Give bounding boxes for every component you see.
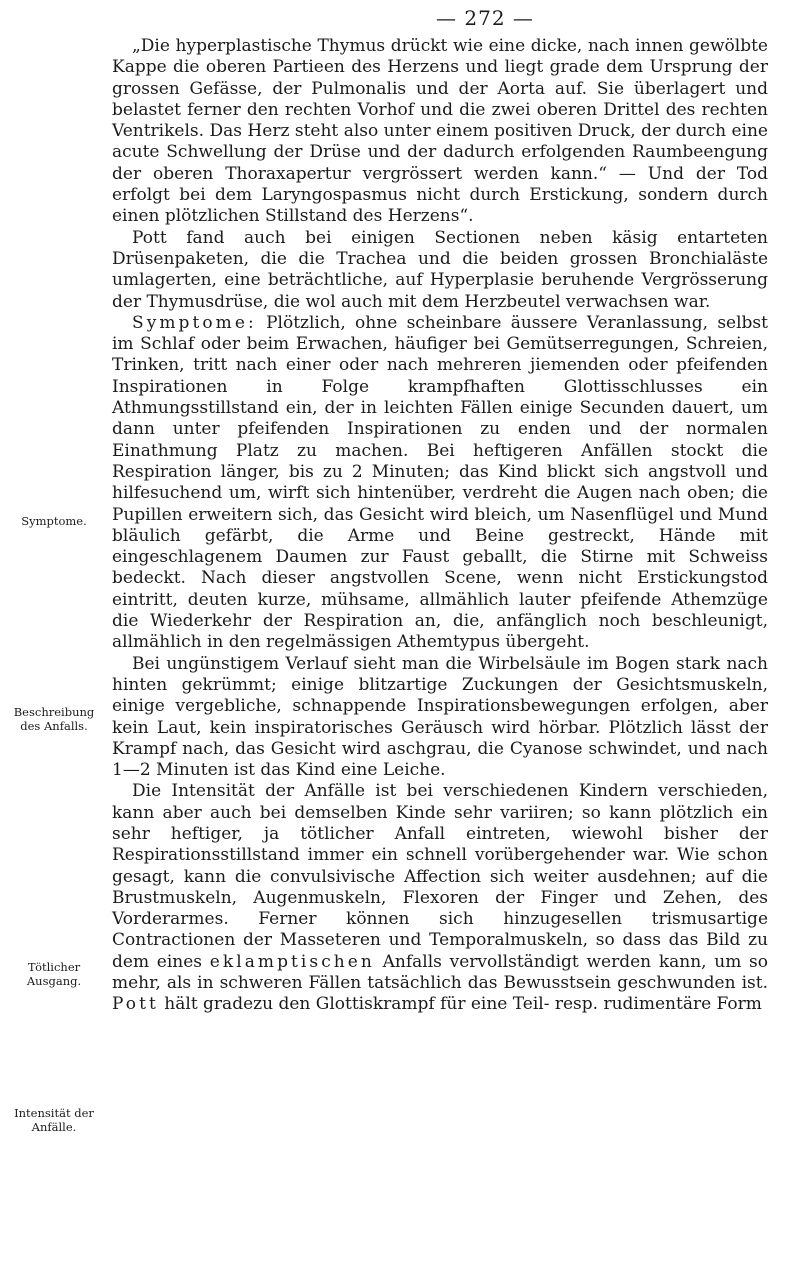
intensitaet-text-b: Anfalls vervollständigt werden kann, um so mehr, als in schweren Fällen tatsächlich das Bewusstsein geschwunden ist. (112, 951, 768, 994)
eklamptisch-emphasis: eklamptischen (209, 951, 375, 972)
margin-note-toetlicher-ausgang: Tötlicher Ausgang. (26, 960, 82, 988)
paragraph-toetlicher-verlauf: Bei ungünstigem Verlauf sieht man die Wirbelsäule im Bogen stark nach hinten gekrümmt; einige blitzartige Zuckungen der Gesichtsmuskeln, einige vergebliche, schnappende Inspirationsbewegungen erfolgen, aber kein Laut, kein inspiratorisches Geräusch wird hörbar. Plötzlich lässt der Krampf nach, das Gesicht wird aschgrau, die Cyanose schwindet, und nach 1—2 Minuten ist das Kind eine Leiche. (112, 653, 768, 781)
margin-note-symptome: Symptome. (21, 514, 87, 528)
body-text (112, 36, 768, 1016)
margin-note-beschreibung: Beschreibung des Anfalls. (13, 705, 95, 733)
intensitaet-text-c: hält gradezu den Glottiskrampf für eine Teil- resp. rudimentäre Form (158, 994, 762, 1015)
paragraph-symptome (112, 313, 768, 654)
margin-note-intensitaet: Intensität der Anfälle. (14, 1106, 94, 1134)
symptome-text: Plötzlich, ohne scheinbare äussere Veranlassung, selbst im Schlaf oder beim Erwachen, häufiger bei Gemütserregungen, Schreien, Trinken, tritt nach einer oder nach mehreren jiemenden oder pfeifenden Inspirationen in Folge krampfhaften Glottisschlusses ein Athmungsstillstand ein, der in leichten Fällen einige Secunden dauert, um dann unter pfeifenden Inspirationen zu enden und der normalen Einathmung Platz zu machen. Bei heftigeren Anfällen stockt die Respiration länger, bis zu 2 Minuten; das Kind blickt sich angstvoll und hilfesuchend um, wirft sich hintenüber, verdreht die Augen nach oben; die Pupillen erweitern sich, das Gesicht wird bleich, um Nasenflügel und Mund bläulich gefärbt, die Arme und Beine gestreckt, Hände mit eingeschlagenem Daumen zur Faust geballt, die Stirne mit Schweiss bedeckt. Nach dieser angstvollen Scene, wenn nicht Erstickungstod eintritt, deuten kurze, mühsame, allmählich lauter pfeifende Athemzüge die Wiederkehr der Respiration an, die, anfänglich noch beschleunigt, allmählich in den regelmässigen Athemtypus übergeht. (112, 312, 768, 653)
symptome-heading: Symptome: (132, 312, 257, 333)
paragraph-thymus-quote: „Die hyperplastische Thymus drückt wie eine dicke, nach innen gewölbte Kappe die oberen Partieen des Herzens und liegt grade dem Ursprung der grossen Gefässe, der Pulmonalis und der Aorta auf. Sie überlagert und belastet ferner den rechten Vorhof und die zwei oberen Drittel des rechten Ventrikels. Das Herz steht also unter einem positiven Druck, der durch eine acute Schwellung der Drüse und der dadurch erfolgenden Raumbeengung der oberen Thoraxapertur vergrössert werden kann.“ — Und der Tod erfolgt bei dem Laryngospasmus nicht durch Erstickung, sondern durch einen plötzlichen Stillstand des Herzens“. (112, 36, 768, 227)
page-number: — 272 — (436, 6, 534, 30)
author-pott: Pott (112, 994, 159, 1015)
paragraph-intensitaet (112, 781, 768, 1015)
paragraph-pott-sections: Pott fand auch bei einigen Sectionen neben käsig entarteten Drüsenpaketen, die die Trachea und die beiden grossen Bronchialäste umlagerten, eine beträchtliche, auf Hyperplasie beruhende Vergrösserung der Thymusdrüse, die wol auch mit dem Herzbeutel verwachsen war. (112, 227, 768, 312)
intensitaet-text-a: Die Intensität der Anfälle ist bei verschiedenen Kindern verschieden, kann aber auch bei demselben Kinde sehr variiren; so kann plötzlich ein sehr heftiger, ja tötlicher Anfall eintreten, wiewohl bisher der Respirationsstillstand immer ein schnell vorübergehender war. Wie schon gesagt, kann die convulsivische Affection sich weiter ausdehnen; auf die Brustmuskeln, Augenmuskeln, Flexoren der Finger und Zehen, des Vorderarmes. Ferner können sich hinzugesellen trismusartige Contractionen der Masseteren und Temporalmuskeln, so dass das Bild zu dem eines (112, 781, 768, 972)
